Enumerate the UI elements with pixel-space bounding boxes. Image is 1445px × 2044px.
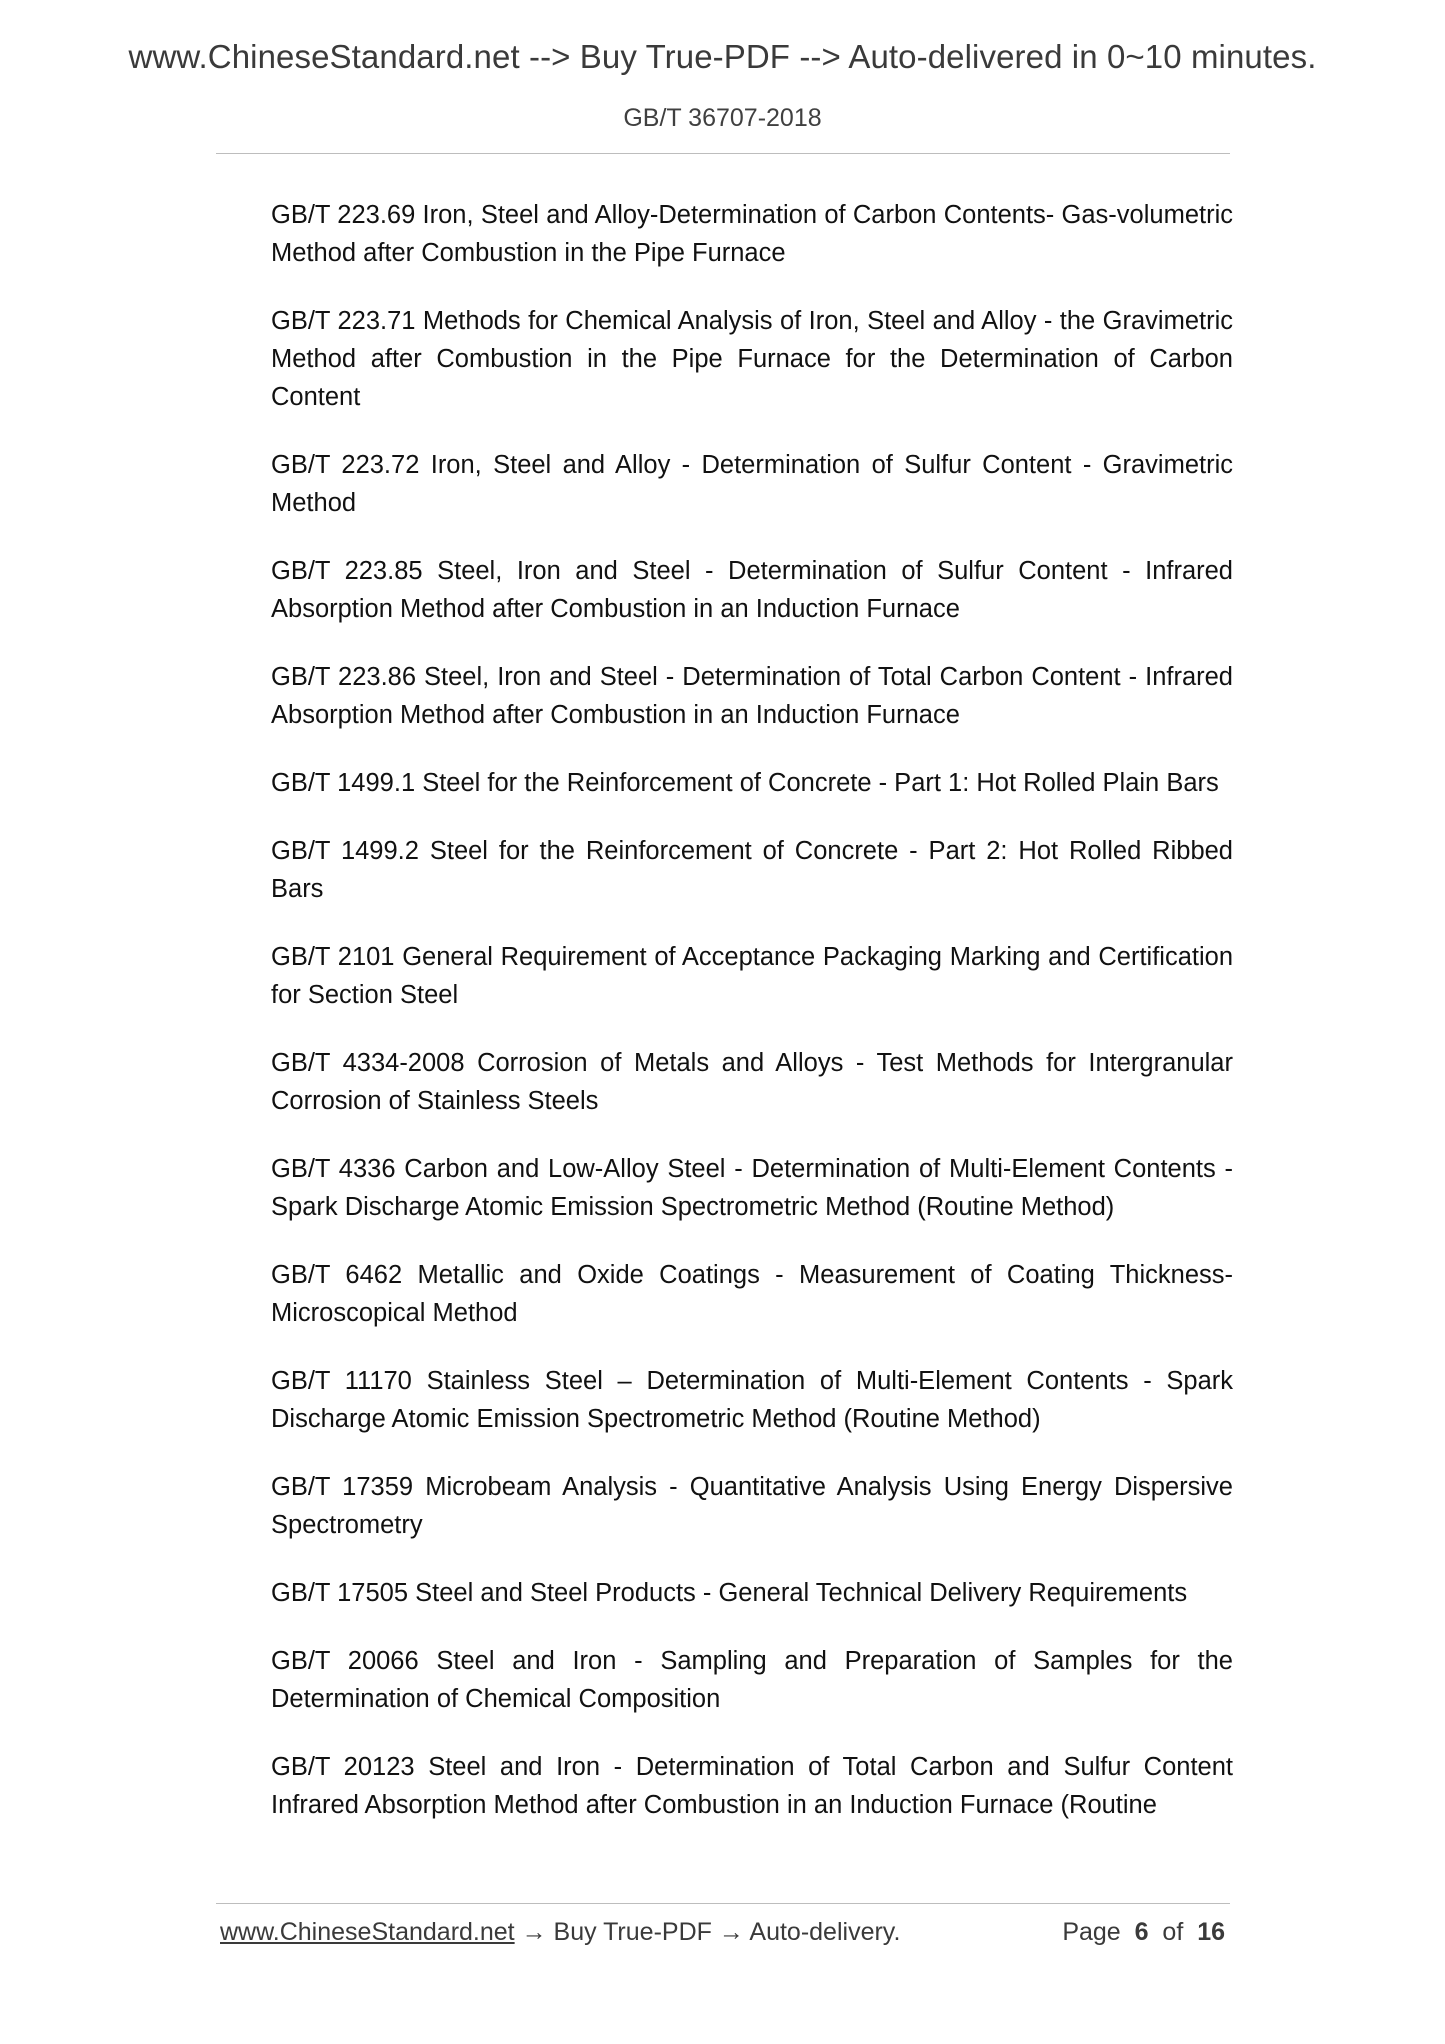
reference-item: GB/T 11170 Stainless Steel – Determination of Multi-Element Contents - Spark Discharge Atomic Emission Spectrometric Method (Routine Method): [271, 1367, 1233, 1433]
page-footer: [220, 1918, 1225, 1958]
document-code: GB/T 36707-2018: [623, 104, 822, 132]
reference-item: GB/T 17359 Microbeam Analysis - Quantitative Analysis Using Energy Dispersive Spectrometry: [271, 1473, 1233, 1539]
reference-item: GB/T 20123 Steel and Iron - Determination of Total Carbon and Sulfur Content Infrared Absorption Method after Combustion in an Induction Furnace (Routine: [271, 1753, 1233, 1819]
normative-references-list: [271, 196, 1233, 1854]
reference-item: GB/T 223.71 Methods for Chemical Analysis of Iron, Steel and Alloy - the Gravimetric Method after Combustion in the Pipe Furnace for the Determination of Carbon Content: [271, 307, 1233, 411]
reference-item: GB/T 4334-2008 Corrosion of Metals and Alloys - Test Methods for Intergranular Corrosion of Stainless Steels: [271, 1049, 1233, 1115]
footer-divider: [216, 1903, 1230, 1904]
header-divider: [216, 153, 1230, 154]
reference-item: GB/T 223.85 Steel, Iron and Steel - Determination of Sulfur Content - Infrared Absorption Method after Combustion in an Induction Furnace: [271, 557, 1233, 623]
reference-item: GB/T 223.69 Iron, Steel and Alloy-Determination of Carbon Contents- Gas-volumetric Method after Combustion in the Pipe Furnace: [271, 201, 1233, 267]
reference-item: GB/T 17505 Steel and Steel Products - General Technical Delivery Requirements: [271, 1579, 1188, 1607]
page-indicator: [1062, 1918, 1225, 1947]
footer-site-link[interactable]: www.ChineseStandard.net: [220, 1918, 515, 1946]
reference-item: GB/T 223.86 Steel, Iron and Steel - Determination of Total Carbon Content - Infrared Absorption Method after Combustion in an Induction Furnace: [271, 663, 1233, 729]
reference-item: GB/T 1499.1 Steel for the Reinforcement of Concrete - Part 1: Hot Rolled Plain Bars: [271, 769, 1219, 797]
reference-item: GB/T 20066 Steel and Iron - Sampling and Preparation of Samples for the Determination of Chemical Composition: [271, 1647, 1233, 1713]
footer-promo-text: → Buy True-PDF → Auto-delivery.: [514, 1918, 901, 1946]
current-page-number: 6: [1134, 1918, 1149, 1946]
of-label: of: [1162, 1918, 1184, 1946]
reference-item: GB/T 1499.2 Steel for the Reinforcement of Concrete - Part 2: Hot Rolled Ribbed Bars: [271, 837, 1233, 903]
reference-item: GB/T 2101 General Requirement of Acceptance Packaging Marking and Certification for Section Steel: [271, 943, 1233, 1009]
page-label: Page: [1062, 1918, 1121, 1946]
footer-promo: [220, 1918, 900, 1947]
reference-item: GB/T 4336 Carbon and Low-Alloy Steel - Determination of Multi-Element Contents -Spark Discharge Atomic Emission Spectrometric Method (Routine Method): [271, 1155, 1233, 1221]
total-pages-number: 16: [1197, 1918, 1225, 1946]
reference-item: GB/T 6462 Metallic and Oxide Coatings - Measurement of Coating Thickness-Microscopical Method: [271, 1261, 1233, 1327]
reference-item: GB/T 223.72 Iron, Steel and Alloy - Determination of Sulfur Content - Gravimetric Method: [271, 451, 1233, 517]
top-banner: www.ChineseStandard.net --> Buy True-PDF --> Auto-delivered in 0~10 minutes.: [128, 38, 1317, 75]
